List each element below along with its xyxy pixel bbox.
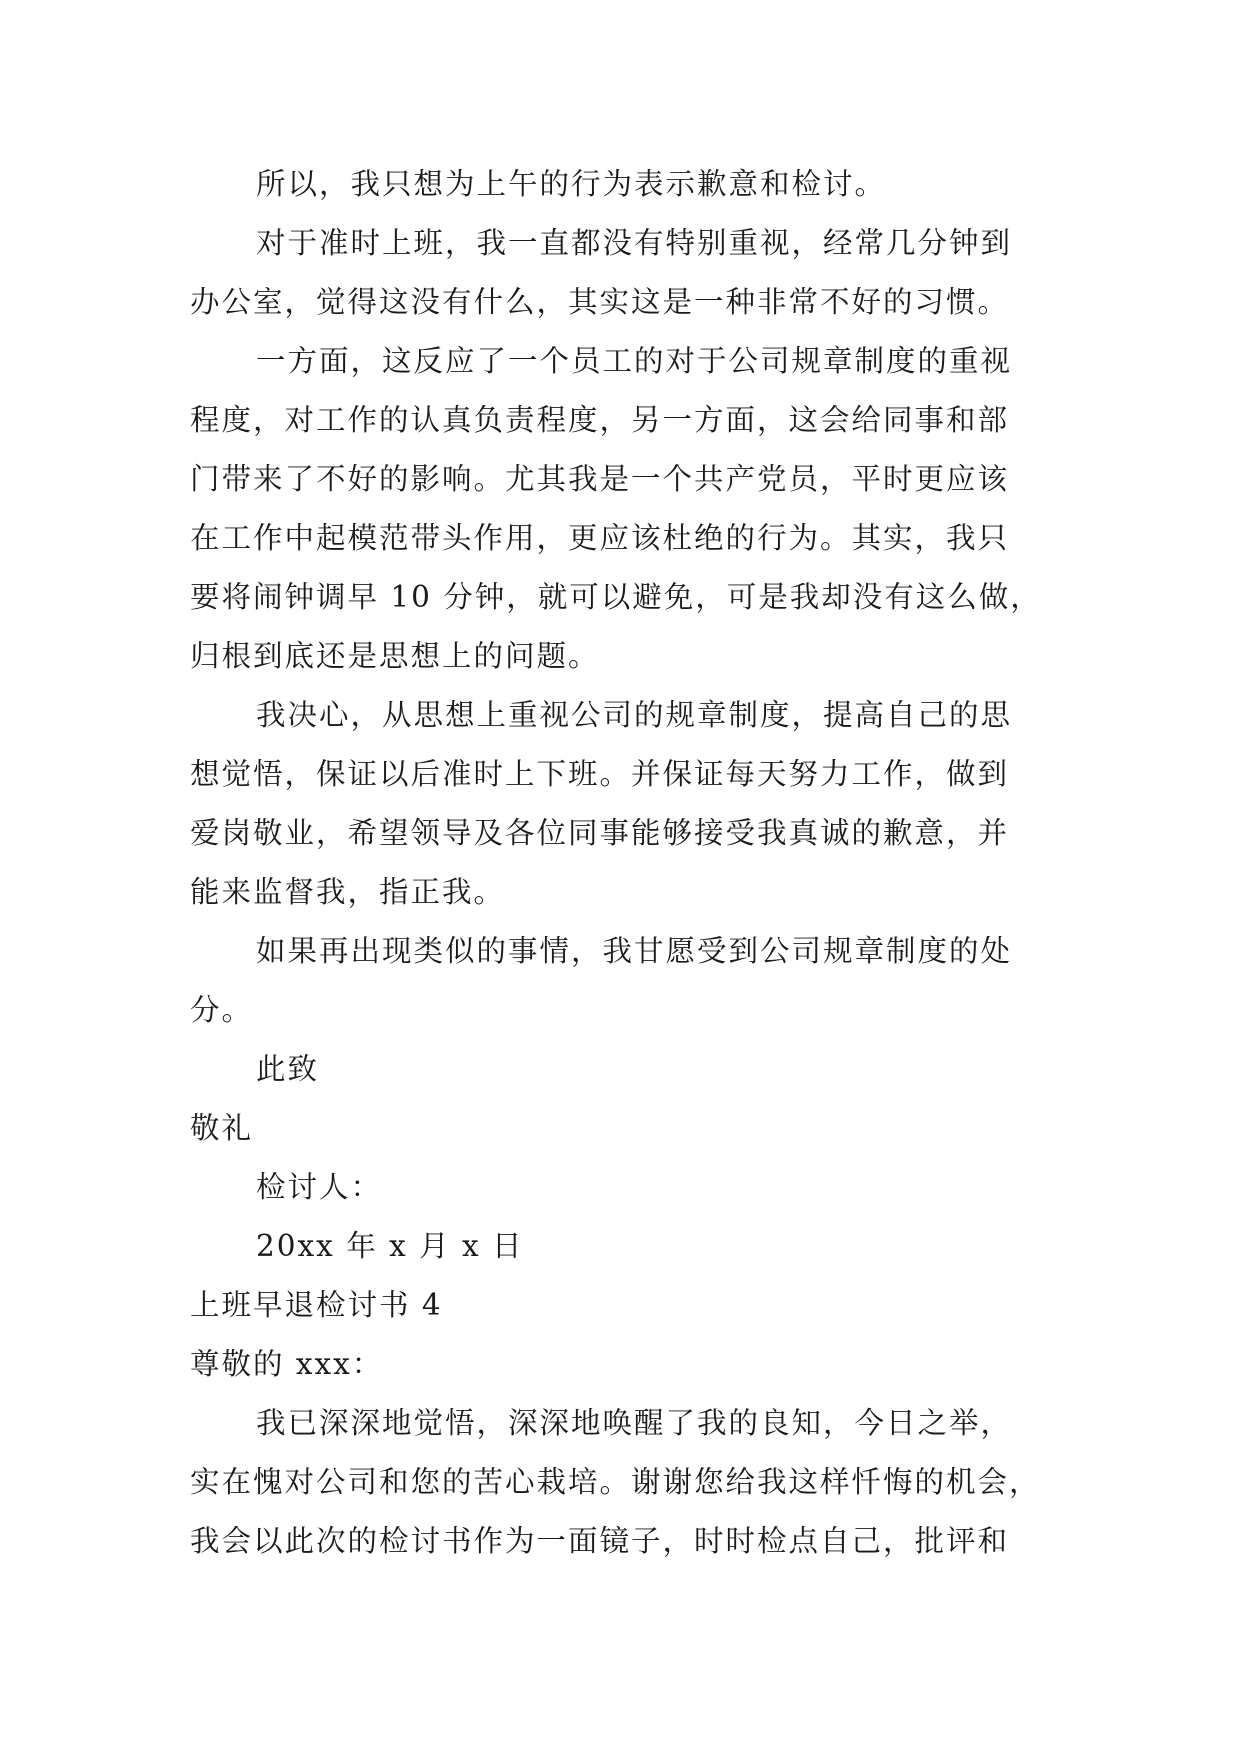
paragraph-line: 我会以此次的检讨书作为一面镜子，时时检点自己，批评和 xyxy=(190,1524,1010,1558)
paragraph-line: 对于准时上班，我一直都没有特别重视，经常几分钟到 xyxy=(256,226,1013,260)
paragraph-line: 要将闹钟调早 10 分钟，就可以避免，可是我却没有这么做， xyxy=(190,580,1042,614)
paragraph-line: 我已深深地觉悟，深深地唤醒了我的良知，今日之举， xyxy=(256,1406,1013,1440)
paragraph-line: 办公室，觉得这没有什么，其实这是一种非常不好的习惯。 xyxy=(190,285,1010,319)
addressee: 尊敬的 xxx： xyxy=(190,1347,384,1381)
paragraph-line: 想觉悟，保证以后准时上下班。并保证每天努力工作，做到 xyxy=(190,757,1010,791)
paragraph-line: 一方面，这反应了一个员工的对于公司规章制度的重视 xyxy=(256,344,1013,378)
paragraph-line: 爱岗敬业，希望领导及各位同事能够接受我真诚的歉意，并 xyxy=(190,816,1010,850)
paragraph-line: 能来监督我，指正我。 xyxy=(190,875,506,909)
paragraph-line: 我决心，从思想上重视公司的规章制度，提高自己的思 xyxy=(256,698,1013,732)
date-line: 20xx 年 x 月 x 日 xyxy=(256,1229,524,1263)
signature-label: 检讨人： xyxy=(256,1170,383,1204)
paragraph-line: 如果再出现类似的事情，我甘愿受到公司规章制度的处 xyxy=(256,934,1013,968)
paragraph-line: 归根到底还是思想上的问题。 xyxy=(190,639,600,673)
closing-salutation: 此致 xyxy=(256,1052,320,1086)
section-title: 上班早退检讨书 4 xyxy=(190,1288,443,1322)
closing-regards: 敬礼 xyxy=(190,1111,254,1145)
paragraph-line: 所以，我只想为上午的行为表示歉意和检讨。 xyxy=(256,167,887,201)
paragraph-line: 实在愧对公司和您的苦心栽培。谢谢您给我这样忏悔的机会， xyxy=(190,1465,1041,1499)
paragraph-line: 门带来了不好的影响。尤其我是一个共产党员，平时更应该 xyxy=(190,462,1010,496)
paragraph-line: 程度，对工作的认真负责程度，另一方面，这会给同事和部 xyxy=(190,403,1010,437)
paragraph-line: 分。 xyxy=(190,993,254,1027)
paragraph-line: 在工作中起模范带头作用，更应该杜绝的行为。其实，我只 xyxy=(190,521,1010,555)
